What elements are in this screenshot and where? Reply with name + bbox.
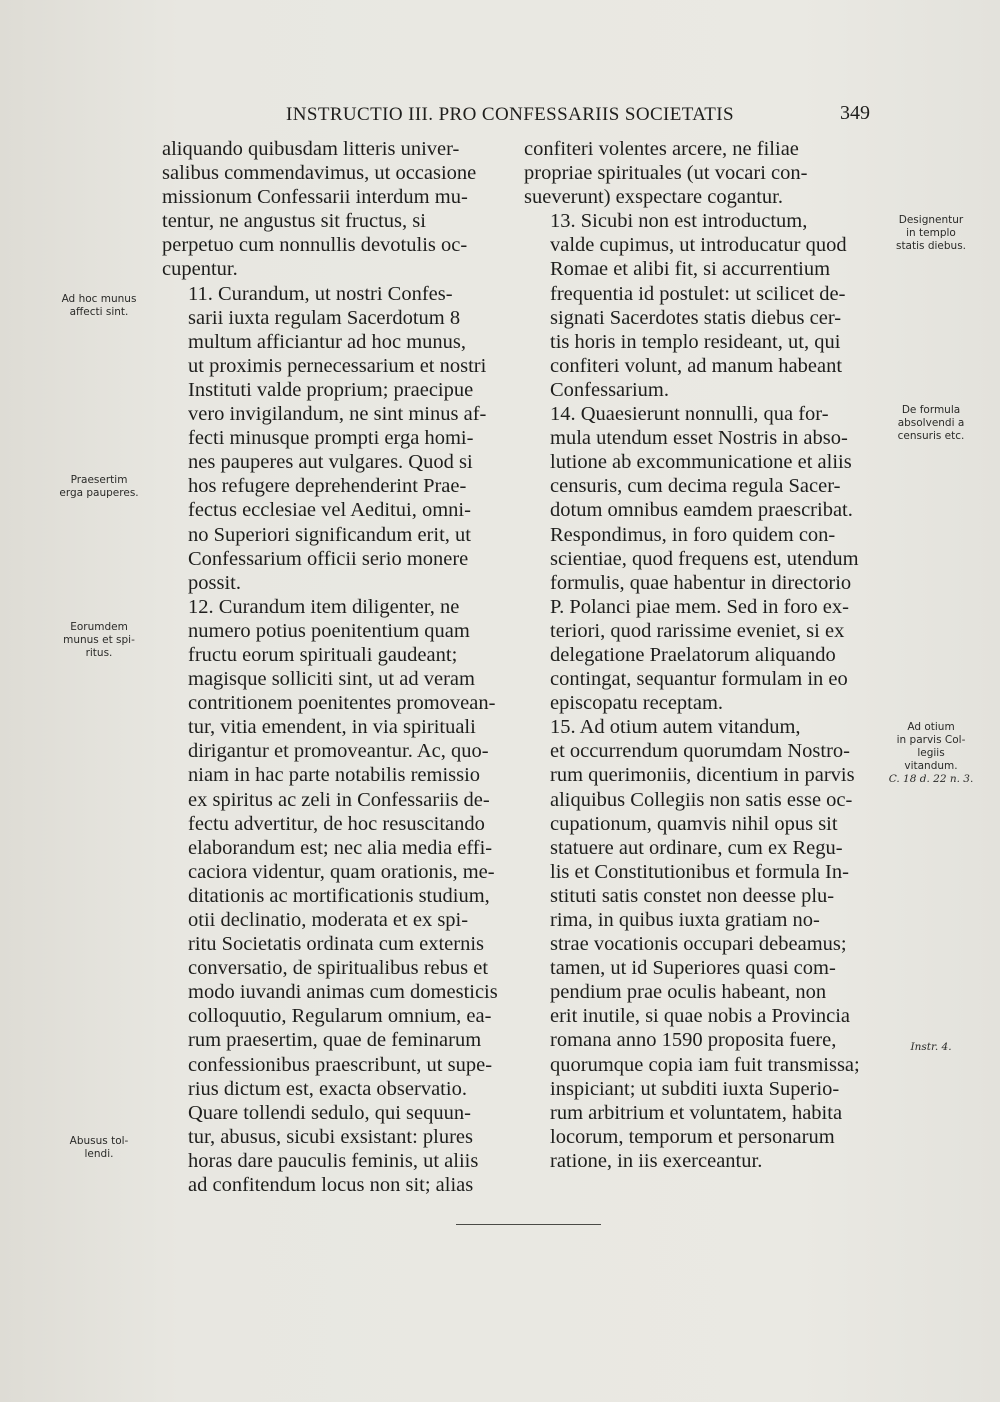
text-line: romana anno 1590 proposita fuere, — [550, 1029, 837, 1052]
text-line: rum praesertim, quae de feminarum — [188, 1029, 482, 1052]
text-line: multum afficiantur ad hoc munus, — [188, 330, 467, 353]
text-line: dirigantur et promoveantur. Ac, quo- — [188, 740, 489, 763]
text-line: tur, abusus, sicubi exsistant: plures — [188, 1125, 474, 1148]
note-line: Praesertim — [70, 474, 128, 486]
right-text-column — [524, 137, 882, 1173]
text-line: propriae spirituales (ut vocari con- — [524, 162, 808, 185]
text-line: vero invigilandum, ne sint minus af- — [188, 403, 487, 426]
text-line: fectus ecclesiae vel Aeditui, omni- — [188, 499, 471, 522]
text-line: frequentia id postulet: ut scilicet de- — [550, 282, 846, 305]
note-line: C. 18 d. 22 n. 3. — [888, 773, 974, 785]
text-line: no Superiori significandum erit, ut — [188, 523, 471, 546]
text-line: aliquando quibusdam litteris univer- — [162, 138, 460, 160]
paragraph-14 — [524, 402, 882, 715]
page-number: 349 — [840, 102, 870, 124]
text-line: Respondimus, in foro quidem con- — [550, 523, 836, 546]
margin-note-abusus — [40, 1135, 158, 1161]
note-line: Ad hoc munus — [61, 293, 137, 305]
text-line: episcopatu receptam. — [550, 692, 724, 715]
note-line: absolvendi a — [897, 417, 965, 429]
text-line: fructu eorum spirituali gaudeant; — [188, 643, 458, 666]
text-line: missionum Confessarii interdum mu- — [162, 186, 468, 209]
text-line: tentur, ne angustus sit fructus, si — [162, 210, 426, 233]
text-line: confiteri volentes arcere, ne filiae — [524, 138, 799, 160]
note-line: De formula — [901, 404, 961, 416]
text-line: Confessarium officii serio monere — [188, 547, 469, 570]
text-line: statuere aut ordinare, cum ex Regu- — [550, 836, 843, 859]
margin-note-ad-otium — [877, 721, 985, 786]
text-line: ritu Societatis ordinata cum externis — [188, 933, 485, 956]
text-line: magisque solliciti sint, ut ad veram — [188, 668, 475, 691]
running-title: INSTRUCTIO III. PRO CONFESSARIIS SOCIETATIS — [286, 104, 734, 125]
text-line: colloquutio, Regularum omnium, ea- — [188, 1005, 492, 1028]
paragraph-11 — [162, 282, 520, 595]
note-line: lendi. — [84, 1148, 114, 1160]
text-line: tamen, ut id Superiores quasi com- — [550, 957, 836, 980]
margin-note-designentur — [877, 214, 985, 253]
note-line: Eorumdem — [70, 621, 128, 633]
text-line: hos refugere deprehenderint Prae- — [188, 475, 467, 498]
text-line: fecti minusque prompti erga homi- — [188, 427, 474, 450]
text-line: quorumque copia iam fuit transmissa; — [550, 1053, 860, 1076]
text-line: cupentur. — [162, 258, 238, 281]
text-line: 12. Curandum item diligenter, ne — [188, 595, 460, 618]
text-line: ut proximis pernecessarium et nostri — [188, 354, 487, 377]
paragraph-15 — [524, 715, 882, 1173]
text-line: nes pauperes aut vulgares. Quod si — [188, 451, 473, 474]
text-line: perpetuo cum nonnullis devotulis oc- — [162, 234, 468, 257]
text-line: confiteri volunt, ad manum habeant — [550, 354, 843, 377]
text-line: contingat, sequantur formulam in eo — [550, 668, 848, 691]
text-line: censuris, cum decima regula Sacer- — [550, 475, 841, 498]
text-line: otii declinatio, moderata et ex spi- — [188, 909, 469, 931]
text-line: 14. Quaesierunt nonnulli, qua for- — [550, 403, 829, 426]
text-line: contritionem poenitentes promovean- — [188, 692, 496, 715]
text-line: possit. — [188, 571, 241, 594]
text-line: rum querimoniis, dicentium in parvis — [550, 764, 855, 787]
text-line: elaborandum est; nec alia media effi- — [188, 836, 493, 859]
text-line: salibus commendavimus, ut occasione — [162, 162, 477, 185]
note-line: statis diebus. — [895, 240, 967, 252]
text-line: ex spiritus ac zeli in Confessariis de- — [188, 788, 490, 811]
paragraph-abuses — [162, 1101, 520, 1197]
note-line: Ad otium — [907, 721, 955, 733]
text-line: et occurrendum quorumdam Nostro- — [550, 740, 851, 763]
text-line: aliquibus Collegiis non satis esse oc- — [550, 788, 853, 811]
text-line: Instituti valde proprium; praecipue — [188, 378, 474, 401]
note-line: vitandum. — [904, 760, 958, 772]
paragraph-continuation — [162, 137, 520, 282]
text-line: 13. Sicubi non est introductum, — [550, 210, 808, 233]
paragraph-13 — [524, 209, 882, 402]
end-rule — [456, 1224, 601, 1225]
text-line: ditationis ac mortificationis studium, — [188, 884, 490, 907]
text-line: ratione, in iis exerceantur. — [550, 1149, 763, 1172]
text-line: niam in hac parte notabilis remissio — [188, 764, 481, 787]
paragraph-continuation — [524, 137, 882, 209]
margin-note-eorumdem — [40, 621, 158, 660]
note-line: in parvis Col- — [896, 734, 966, 746]
note-line: ritus. — [85, 647, 113, 659]
text-line: rius dictum est, exacta observatio. — [188, 1077, 467, 1100]
margin-note-de-formula — [877, 404, 985, 443]
text-line: teriori, quod rarissime eveniet, si ex — [550, 619, 845, 642]
text-line: cupationum, quamvis nihil opus sit — [550, 812, 838, 835]
margin-note-instr — [877, 1041, 985, 1054]
text-line: stituti satis constet non deesse plu- — [550, 884, 835, 907]
text-line: formulis, quae habentur in directorio — [550, 571, 852, 594]
text-line: delegatione Praelatorum aliquando — [550, 643, 836, 666]
text-line: locorum, temporum et personarum — [550, 1125, 835, 1148]
text-line: 15. Ad otium autem vitandum, — [550, 716, 801, 739]
note-line: affecti sint. — [69, 306, 129, 318]
margin-note-ad-hoc-munus — [40, 293, 158, 319]
note-line: in templo — [906, 227, 956, 239]
note-line: Instr. 4. — [910, 1041, 952, 1053]
text-line: valde cupimus, ut introducatur quod — [550, 234, 847, 257]
text-line: inspiciant; ut subditi iuxta Superio- — [550, 1077, 840, 1100]
text-line: rima, in quibus iuxta gratiam no- — [550, 909, 820, 931]
text-line: tis horis in templo resideant, ut, qui — [550, 330, 841, 353]
text-line: mula utendum esset Nostris in abso- — [550, 427, 848, 450]
text-line: sarii iuxta regulam Sacerdotum 8 — [188, 306, 461, 329]
note-line: munus et spi- — [63, 634, 135, 646]
text-line: lis et Constitutionibus et formula In- — [550, 860, 849, 883]
text-line: ad confitendum locus non sit; alias — [188, 1174, 474, 1197]
text-line: numero potius poenitentium quam — [188, 619, 470, 642]
text-line: tur, vitia emendent, in via spirituali — [188, 716, 476, 739]
text-line: caciora videntur, quam orationis, me- — [188, 860, 495, 883]
text-line: conversatio, de spiritualibus rebus et — [188, 957, 489, 980]
note-line: legiis — [917, 747, 945, 759]
note-line: censuris etc. — [897, 430, 965, 442]
text-line: Romae et alibi fit, si accurrentium — [550, 258, 831, 281]
text-line: strae vocationis occupari debeamus; — [550, 933, 847, 956]
note-line: Abusus tol- — [69, 1135, 129, 1147]
text-line: sueverunt) exspectare cogantur. — [524, 186, 783, 209]
text-line: dotum omnibus eamdem praescribat. — [550, 499, 853, 522]
text-line: P. Polanci piae mem. Sed in foro ex- — [550, 595, 849, 618]
note-line: Designentur — [898, 214, 964, 226]
text-line: signati Sacerdotes statis diebus cer- — [550, 306, 842, 329]
text-line: rum arbitrium et voluntatem, habita — [550, 1101, 843, 1124]
text-line: Confessarium. — [550, 378, 669, 401]
text-line: fectu advertitur, de hoc resuscitando — [188, 812, 485, 835]
text-line: Quare tollendi sedulo, qui sequun- — [188, 1101, 471, 1124]
text-line: modo iuvandi animas cum domesticis — [188, 981, 498, 1004]
text-line: erit inutile, si quae nobis a Provincia — [550, 1005, 851, 1028]
text-line: horas dare pauculis feminis, ut aliis — [188, 1149, 479, 1172]
text-line: 11. Curandum, ut nostri Confes- — [188, 282, 453, 305]
left-text-column — [162, 137, 520, 1197]
text-line: scientiae, quod frequens est, utendum — [550, 547, 859, 570]
text-line: pendium prae oculis habeant, non — [550, 981, 827, 1004]
text-line: confessionibus praescribunt, ut supe- — [188, 1053, 493, 1076]
paragraph-12 — [162, 595, 520, 1101]
note-line: erga pauperes. — [59, 487, 139, 499]
margin-note-praesertim — [40, 474, 158, 500]
text-line: lutione ab excommunicatione et aliis — [550, 451, 852, 474]
